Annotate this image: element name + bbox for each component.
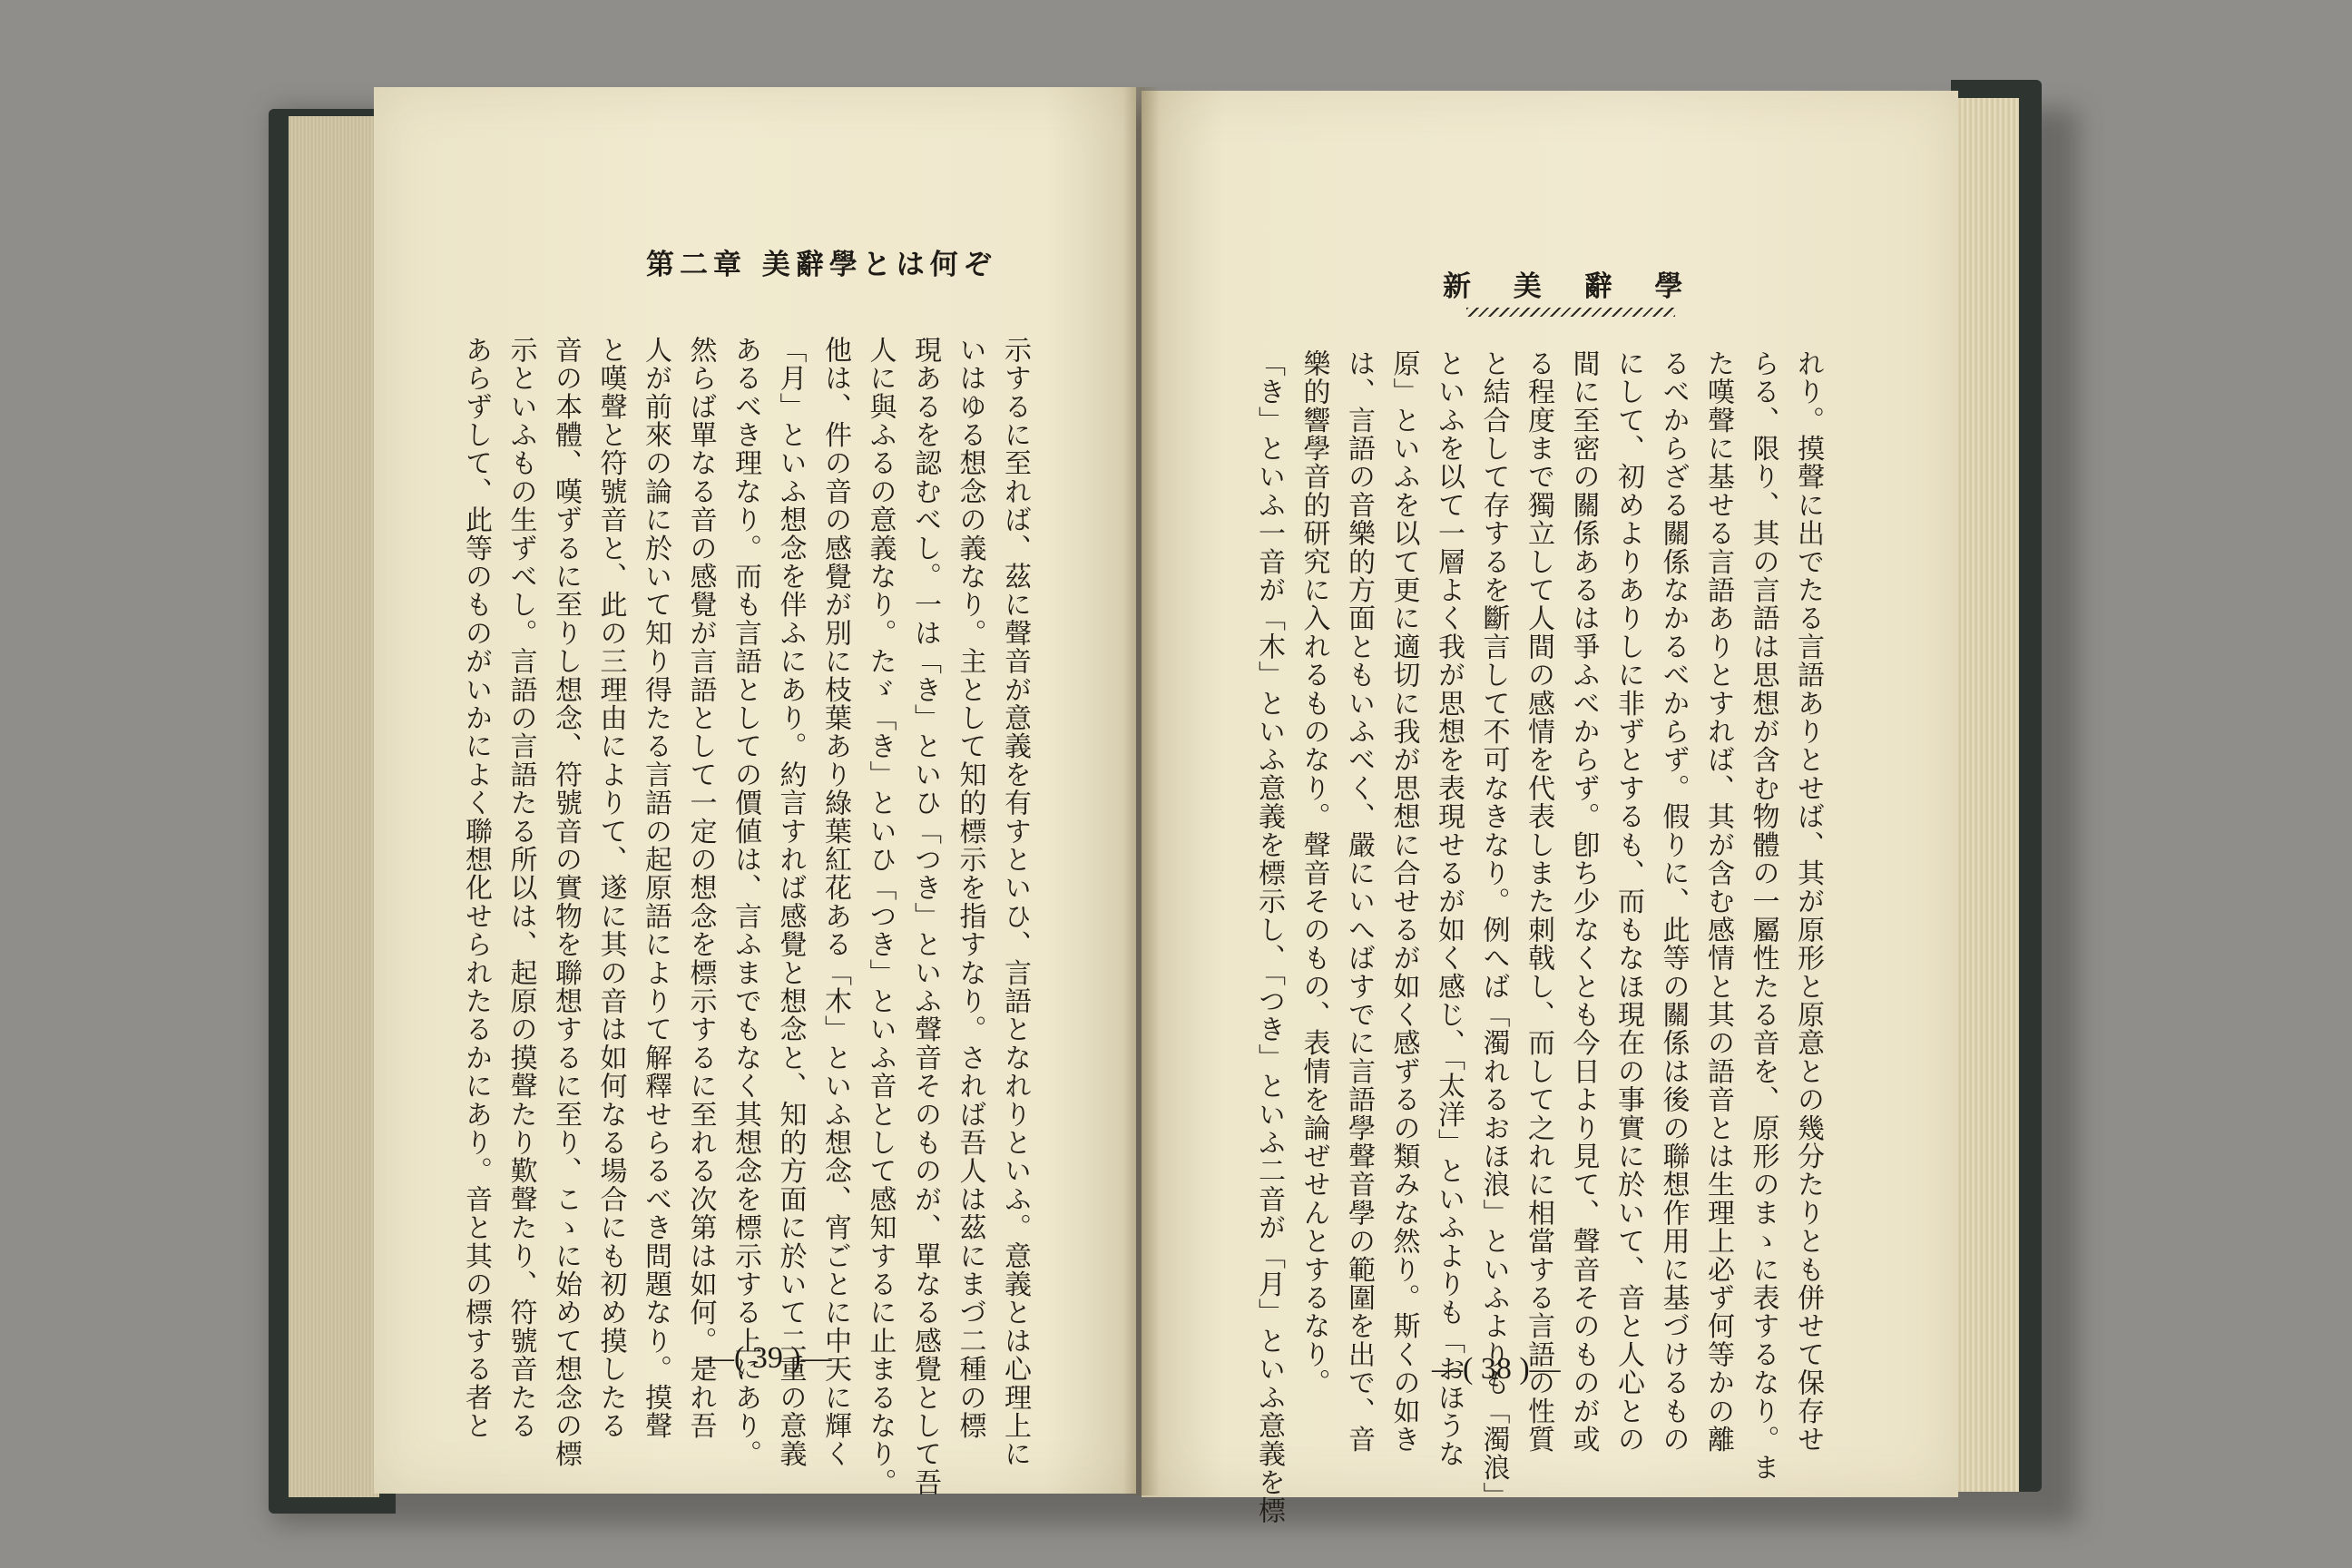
- left-column: 他は、件の音の感覺が別に枝葉あり綠葉紅花ある「木」といふ想念、宵ごとに中天に輝く: [819, 336, 851, 1468]
- right-running-head: 新 美 辭 學: [1443, 270, 1700, 303]
- left-running-head-wrap: [646, 241, 997, 282]
- right-running-head-wrap: [1443, 263, 1699, 317]
- left-column: 音の本體、嘆ずるに至りし想念、符號音の實物を聯想するに至り、こゝに始めて想念の標: [550, 336, 582, 1468]
- right-column: 「き」といふ一音が「木」といふ意義を標示し、「つき」といふ二音が「月」といふ意義を標: [1253, 349, 1285, 1525]
- left-page-number: —( 39 )—: [703, 1341, 832, 1375]
- right-column: れり。摸聲に出でたる言語ありとせば、其が原形と原意との幾分たりとも併せて保存せ: [1792, 349, 1824, 1454]
- left-column: あらずして、此等のものがいかによく聯想化せられたるかにあり。音と其の標する者と: [460, 336, 492, 1440]
- right-column: にして、初めよりありしに非ずとするも、而もなほ現在の事實に於いて、音と人心との: [1612, 349, 1644, 1454]
- left-column: 「月」といふ想念を伴ふにあり。約言すれば感覺と想念と、知的方面に於いて二重の意義: [774, 336, 807, 1468]
- right-column: と結合して存するを斷言して不可なきなり。例へば「濁れるおほ浪」といふよりも「濁浪」: [1477, 349, 1510, 1511]
- gutter-shadow: [1123, 87, 1160, 1495]
- right-column: た嘆聲に基せる言語ありとすれば、其が含む感情と其の語音とは生理上必ず何等かの離: [1702, 349, 1734, 1454]
- left-column: と嘆聲と符號音と、此の三理由によりて、遂に其の音は如何なる場合にも初め摸したる: [594, 336, 627, 1440]
- left-column: 示といふもの生ずべし。言語の言語たる所以は、起原の摸聲たり歎聲たり、符號音たる: [505, 336, 537, 1440]
- page-edges-left: [289, 116, 379, 1497]
- left-column: 然らば單なる音の感覺が言語として一定の想念を標示するに至れる次第は如何。是れ吾: [684, 336, 717, 1440]
- right-column: といふを以て一層よく我が思想を表現せるが如く感じ、「太洋」といふよりも「おほうな: [1433, 349, 1465, 1468]
- right-column: は、言語の音樂的方面ともいふべく、嚴にいへばすでに言語學聲音學の範圍を出で、音: [1343, 349, 1375, 1454]
- left-column: 現あるを認むべし。一は「き」といひ「つき」といふ聲音そのものが、單なる感覺として吾: [909, 336, 941, 1497]
- right-column: らる、限り、其の言語は思想が含む物體の一屬性たる音を、原形のまゝに表するなり。ま: [1747, 349, 1779, 1482]
- left-column: 人が前來の論に於いて知り得たる言語の起原語によりて解釋せらるべき問題なり。摸聲: [640, 336, 671, 1440]
- right-column: るべからざる關係なかるべからず。假りに、此等の關係は後の聯想作用に基づけるもの: [1657, 349, 1690, 1454]
- left-column: あるべき理なり。而も言語としての價値は、言ふまでもなく其想念を標示する上にあり。: [730, 336, 761, 1468]
- left-column: 人に與ふるの意義なり。たゞ「き」といひ「つき」といふ音として感知するに止まるなり。: [864, 336, 897, 1497]
- right-column: 樂的響學音的研究に入れるものなり。聲音そのもの、表情を論ぜせんとするなり。: [1298, 349, 1330, 1397]
- right-column: る程度まで獨立して人間の感情を代表しまた刺戟し、而して之れに相當する言語の性質: [1523, 349, 1554, 1454]
- left-running-head: 第二章 美辭學とは何ぞ: [646, 249, 997, 281]
- wavy-underline: [1466, 308, 1675, 317]
- right-page-number: —( 38 )—: [1432, 1352, 1561, 1386]
- left-column: 示するに至れば、茲に聲音が意義を有すといひ、言語となれりといふ。意義とは心理上に: [999, 336, 1031, 1468]
- right-column: 原」といふを以て更に適切に我が思想に合せるが如く感ずるの類みな然り。斯くの如き: [1387, 349, 1420, 1454]
- left-column: いはゆる想念の義なり。主として知的標示を指すなり。されば吾人は茲にまづ二種の標: [954, 336, 986, 1440]
- right-column: 間に至密の關係あるは爭ふべからず。卽ち少なくとも今日より見て、聲音そのものが或: [1567, 349, 1600, 1454]
